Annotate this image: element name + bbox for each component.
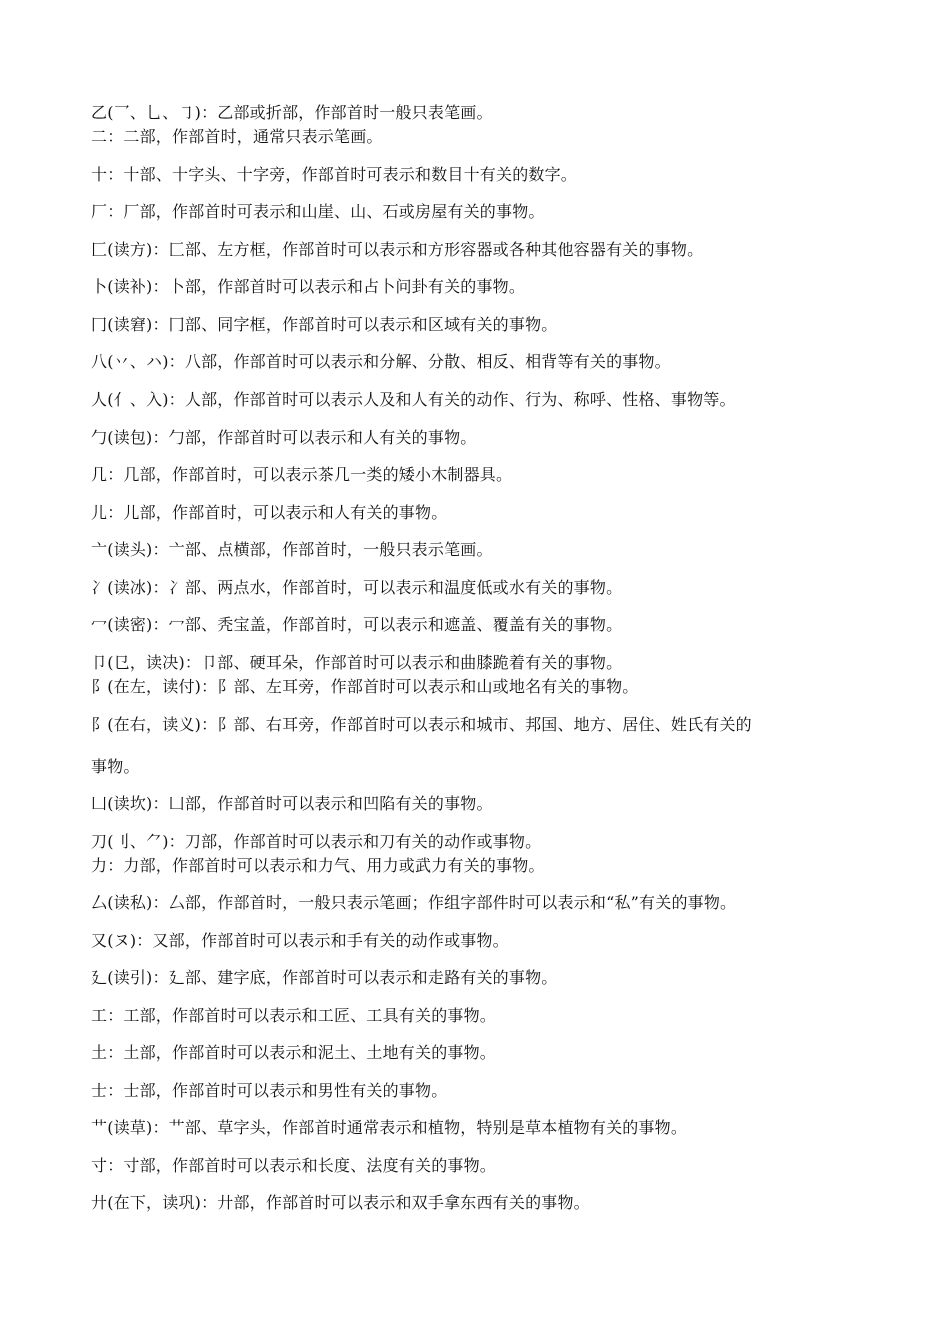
- radical-entry-fu-left: 阝(在左，读付)：阝部、左耳旁，作部首时可以表示和山或地名有关的事物。: [91, 677, 639, 696]
- radical-entry-jie: 卩(㔾，读决)：卩部、硬耳朵，作部首时可以表示和曲膝跪着有关的事物。: [91, 653, 623, 672]
- radical-entry-fang: 匚(读方)：匚部、左方框，作部首时可以表示和方形容器或各种其他容器有关的事物。: [91, 240, 704, 259]
- radical-entry-gong-hands: 廾(在下，读巩)：廾部，作部首时可以表示和双手拿东西有关的事物。: [91, 1193, 590, 1212]
- radical-entry-tu: 土：土部，作部首时可以表示和泥土、土地有关的事物。: [91, 1043, 497, 1062]
- radical-entry-er: 二：二部，作部首时，通常只表示笔画。: [91, 127, 383, 146]
- radical-entry-kan: 凵(读坎)：凵部，作部首时可以表示和凹陷有关的事物。: [91, 794, 493, 813]
- radical-entry-yi: 乙(乛、乚、㇆)：乙部或折部，作部首时一般只表笔画。: [91, 103, 493, 122]
- radical-entry-er-ren: 儿：儿部，作部首时，可以表示和人有关的事物。: [91, 503, 448, 522]
- radical-entry-ren: 人(亻、入)：人部，作部首时可以表示人及和人有关的动作、行为、称呼、性格、事物等。: [91, 390, 736, 409]
- radical-entry-yin: 廴(读引)：廴部、建字底，作部首时可以表示和走路有关的事物。: [91, 968, 558, 987]
- radical-entry-bao: 勹(读包)：勹部，作部首时可以表示和人有关的事物。: [91, 428, 477, 447]
- radical-entry-shi-male: 士：士部，作部首时可以表示和男性有关的事物。: [91, 1081, 448, 1100]
- radical-entry-tou: 亠(读头)：亠部、点横部，作部首时，一般只表示笔画。: [91, 540, 493, 559]
- radical-entry-shi: 十：十部、十字头、十字旁，作部首时可表示和数目十有关的数字。: [91, 165, 578, 184]
- radical-entry-bing: 冫(读冰)：冫部、两点水，作部首时，可以表示和温度低或水有关的事物。: [91, 578, 623, 597]
- radical-entry-cun: 寸：寸部，作部首时可以表示和长度、法度有关的事物。: [91, 1156, 497, 1175]
- radical-entry-gong: 工：工部，作部首时可以表示和工匠、工具有关的事物。: [91, 1006, 497, 1025]
- radical-entry-yi-right: 阝(在右，读义)：阝部、右耳旁，作部首时可以表示和城市、邦国、地方、居住、姓氏有关的: [91, 715, 752, 734]
- radical-entry-yi-right-cont: 事物。: [91, 757, 140, 776]
- radical-entry-ji: 几：几部，作部首时，可以表示茶几一类的矮小木制器具。: [91, 465, 513, 484]
- radical-entry-bu: 卜(读补)：卜部，作部首时可以表示和占卜问卦有关的事物。: [91, 277, 526, 296]
- radical-entry-chang: 厂：厂部，作部首时可表示和山崖、山、石或房屋有关的事物。: [91, 202, 545, 221]
- radical-entry-si: 厶(读私)：厶部，作部首时，一般只表示笔画；作组字部件时可以表示和“私”有关的事物。: [91, 893, 737, 912]
- radical-entry-dao: 刀(刂、⺈)：刀部，作部首时可以表示和刀有关的动作或事物。: [91, 832, 542, 851]
- radical-entry-jiong: 冂(读窘)：冂部、同字框，作部首时可以表示和区域有关的事物。: [91, 315, 558, 334]
- radical-entry-cao: 艹(读草)：艹部、草字头，作部首时通常表示和植物，特别是草本植物有关的事物。: [91, 1118, 688, 1137]
- radical-entry-ba: 八(丷、ハ)：八部，作部首时可以表示和分解、分散、相反、相背等有关的事物。: [91, 352, 671, 371]
- radical-entry-li: 力：力部，作部首时可以表示和力气、用力或武力有关的事物。: [91, 856, 545, 875]
- radical-entry-mi: 冖(读密)：冖部、秃宝盖，作部首时，可以表示和遮盖、覆盖有关的事物。: [91, 615, 623, 634]
- radical-entry-you: 又(ヌ)：又部，作部首时可以表示和手有关的动作或事物。: [91, 931, 509, 950]
